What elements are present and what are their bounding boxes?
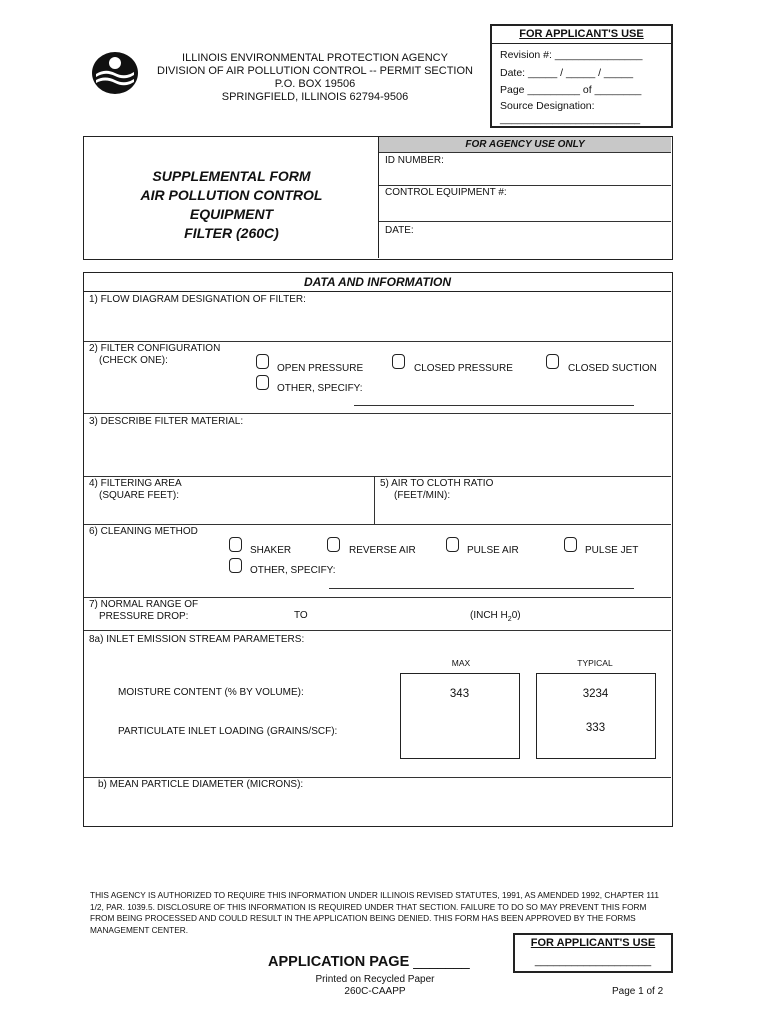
q7-unit-post: 0) [511,610,521,621]
agency-division: DIVISION OF AIR POLLUTION CONTROL -- PERMIT SECTION [157,65,473,77]
form-title-line1: SUPPLEMENTAL FORM [152,168,311,184]
moisture-content-label: MOISTURE CONTENT (% BY VOLUME): [118,687,304,698]
q3-filter-material-label: 3) DESCRIBE FILTER MATERIAL: [89,416,244,427]
q2-label-line2: (CHECK ONE): [99,355,168,366]
reverse-air-checkbox[interactable] [327,537,340,552]
reverse-air-label: REVERSE AIR [349,545,416,556]
other-cleaning-checkbox[interactable] [229,558,242,573]
footer-applicant-box [513,933,673,973]
q1-flow-diagram-label: 1) FLOW DIAGRAM DESIGNATION OF FILTER: [89,294,306,305]
q7-unit-sub: 2 [507,616,512,623]
form-title [84,167,379,243]
source-designation-field[interactable]: ________________________ [500,113,641,125]
q5-air-to-cloth-label [380,478,493,502]
agency-header [140,52,490,104]
col-typical-header: TYPICAL [577,658,613,668]
other-config-specify-line[interactable] [354,405,634,406]
closed-suction-checkbox[interactable] [546,354,559,369]
moisture-max-value[interactable]: 343 [449,688,470,700]
section-title: DATA AND INFORMATION [303,275,452,289]
open-pressure-checkbox[interactable] [256,354,269,369]
other-cleaning-specify-line[interactable] [329,588,634,589]
title-block [83,136,673,260]
pulse-air-checkbox[interactable] [446,537,459,552]
application-page-label [268,954,470,970]
agency-use-title: FOR AGENCY USE ONLY [379,137,671,152]
form-title-line2: AIR POLLUTION CONTROL [140,187,323,203]
applicant-use-box [490,24,673,128]
open-pressure-label: OPEN PRESSURE [277,363,364,374]
q2-label-line1: 2) FILTER CONFIGURATION [89,343,221,354]
date-field[interactable]: Date: _____ / _____ / _____ [500,67,634,79]
q4-label-line1: 4) FILTERING AREA [89,478,182,489]
closed-pressure-label: CLOSED PRESSURE [414,363,513,374]
agency-po-box: P.O. BOX 19506 [274,78,356,90]
revision-field[interactable]: Revision #: _______________ [500,49,643,61]
data-section [83,272,673,827]
footer-applicant-field[interactable]: ___________________ [534,955,652,967]
form-title-line4: FILTER (260C) [184,225,279,241]
q7-unit-label [470,610,521,623]
form-title-line3: EQUIPMENT [189,206,274,222]
typical-values-box [536,673,656,759]
application-page-field[interactable]: _______ [413,954,470,970]
recycled-paper-note: Printed on Recycled Paper [315,974,435,985]
col-max-header: MAX [451,658,471,668]
q7-unit-pre: (INCH H [470,610,508,621]
q7-label-line1: 7) NORMAL RANGE OF [89,599,199,610]
illinois-epa-logo [90,50,140,96]
other-config-checkbox[interactable] [256,375,269,390]
footer-applicant-title: FOR APPLICANT'S USE [530,937,656,949]
pulse-jet-checkbox[interactable] [564,537,577,552]
control-equipment-field[interactable]: CONTROL EQUIPMENT #: [385,187,507,198]
pulse-jet-label: PULSE JET [585,545,639,556]
q7-label-line2: PRESSURE DROP: [99,611,189,622]
agency-date-field[interactable]: DATE: [385,225,414,236]
other-config-label: OTHER, SPECIFY: [277,383,363,394]
q5-label-line2: (FEET/MIN): [394,490,451,501]
agency-name: ILLINOIS ENVIRONMENTAL PROTECTION AGENCY [182,52,448,64]
applicant-use-title: FOR APPLICANT'S USE [519,28,644,40]
q8b-mean-particle-label: b) MEAN PARTICLE DIAMETER (MICRONS): [98,779,304,790]
closed-suction-label: CLOSED SUCTION [568,363,657,374]
shaker-checkbox[interactable] [229,537,242,552]
q8a-inlet-params-label: 8a) INLET EMISSION STREAM PARAMETERS: [89,634,305,645]
page-field[interactable]: Page _________ of ________ [500,84,642,96]
disclaimer-text: THIS AGENCY IS AUTHORIZED TO REQUIRE THIS INFORMATION UNDER ILLINOIS REVISED STATUTES, 1991, AS AMENDED 1992, CHAPTER 111 1/2, PAR. 1039.5. DISCLOSURE OF THIS INFORMATION IS REQUIRED UNDER THAT SECTION. FAILURE TO DO SO MAY PREVENT THIS FORM FROM BEING PROCESSED AND COULD RESULT IN THE APPLICATION BEING DENIED. THIS FORM HAS BEEN APPROVED BY THE FORMS MANAGEMENT CENTER. [90,890,659,935]
pulse-air-label: PULSE AIR [467,545,519,556]
agency-city: SPRINGFIELD, ILLINOIS 62794-9506 [221,91,409,103]
q4-label-line2: (SQUARE FEET): [99,490,180,501]
moisture-typical-value[interactable]: 3234 [582,688,609,700]
q7-pressure-drop-label [89,599,198,623]
application-page-text: APPLICATION PAGE [268,954,410,970]
page-number: Page 1 of 2 [612,986,664,997]
other-cleaning-label: OTHER, SPECIFY: [250,565,336,576]
q5-label-line1: 5) AIR TO CLOTH RATIO [380,478,494,489]
closed-pressure-checkbox[interactable] [392,354,405,369]
id-number-field[interactable]: ID NUMBER: [385,155,444,166]
form-code: 260C-CAAPP [344,986,406,997]
max-values-box [400,673,520,759]
shaker-label: SHAKER [250,545,292,556]
q7-to-label: TO [294,610,308,621]
q4-filtering-area-label [89,478,182,502]
q2-filter-config-label [89,343,220,367]
particulate-loading-label: PARTICULATE INLET LOADING (GRAINS/SCF): [118,726,338,737]
source-designation-label: Source Designation: [500,100,595,112]
q6-cleaning-method-label: 6) CLEANING METHOD [89,526,198,537]
particulate-typical-value[interactable]: 333 [585,722,606,734]
